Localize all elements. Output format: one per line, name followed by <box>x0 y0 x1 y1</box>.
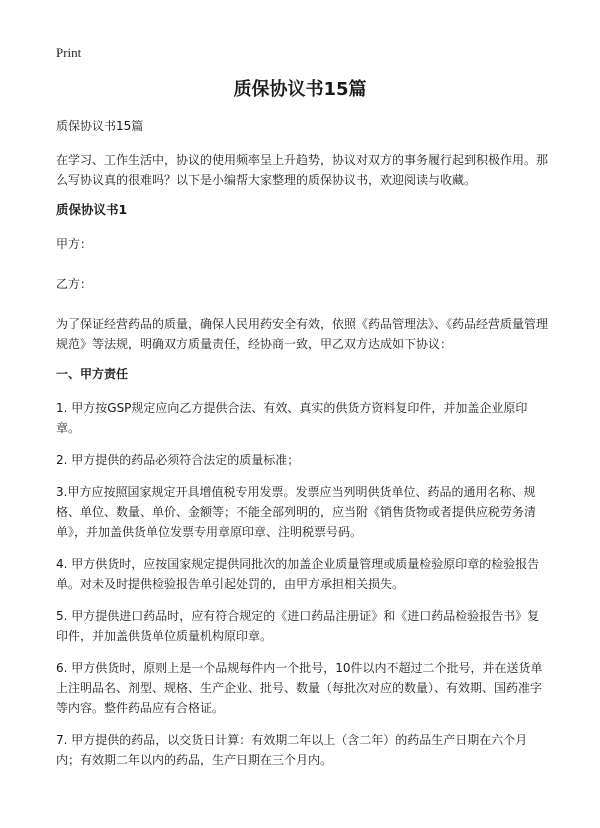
section-heading: 质保协议书1 <box>56 202 128 217</box>
party-a-label: 甲方： <box>56 237 93 251</box>
intro-paragraph: 在学习、工作生活中，协议的使用频率呈上升趋势，协议对双方的事务履行起到积极作用。那么写协议真的很难吗？以下是小编帮大家整理的质保协议书，欢迎阅读与收藏。 <box>56 153 549 187</box>
clause-item-6: 6. 甲方供货时，原则上是一个品规每件内一个批号，10件以内不超过二个批号，并在送货单上注明品名、剂型、规格、生产企业、批号、数量（每批次对应的数量）、有效期、国药准字等内容。整件药品应有合格证。 <box>56 661 543 715</box>
clause-item-7: 7. 甲方提供的药品，以交货日计算：有效期二年以上（含二年）的药品生产日期在六个月内；有效期二年以内的药品，生产日期在三个月内。 <box>56 733 528 767</box>
party-b-label: 乙方： <box>56 277 93 291</box>
clause-item-2: 2. 甲方提供的药品必须符合法定的质量标准； <box>56 453 300 467</box>
document-subtitle: 质保协议书15篇 <box>56 119 144 133</box>
clause-item-4: 4. 甲方供货时，应按国家规定提供同批次的加盖企业质量管理或质量检验原印章的检验报告单。对未及时提供检验报告单引起处罚的，由甲方承担相关损失。 <box>56 557 540 591</box>
clause-item-3: 3.甲方应按照国家规定开具增值税专用发票。发票应当列明供货单位、药品的通用名称、规格、单位、数量、单价、金额等；不能全部列明的，应当附《销售货物或者提供应税劳务清单》，并加盖供货单位发票专用章原印章、注明税票号码。 <box>56 485 537 539</box>
document-body <box>56 116 548 782</box>
preamble-paragraph: 为了保证经营药品的质量，确保人民用药安全有效，依照《药品管理法》、《药品经营质量管理规范》等法规，明确双方质量责任，经协商一致，甲乙双方达成如下协议： <box>56 317 549 351</box>
document-title: 质保协议书15篇 <box>233 79 367 100</box>
clause-item-1: 1. 甲方按GSP规定应向乙方提供合法、有效、真实的供货方资料复印件，并加盖企业原印章。 <box>56 401 528 435</box>
clause-heading: 一、甲方责任 <box>56 367 129 381</box>
print-link[interactable]: Print <box>56 45 82 60</box>
clause-item-5: 5. 甲方提供进口药品时，应有符合规定的《进口药品注册证》和《进口药品检验报告书》复印件，并加盖供货单位质量机构原印章。 <box>56 609 540 643</box>
